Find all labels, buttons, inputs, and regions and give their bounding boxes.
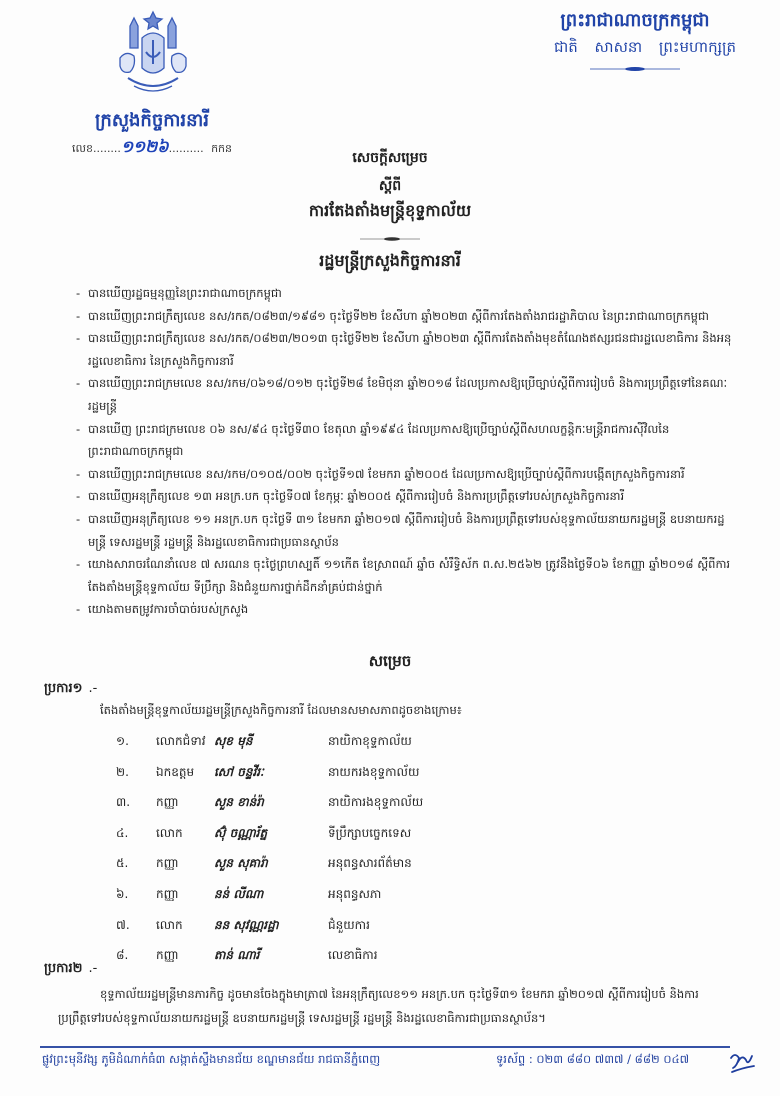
preamble-item: - បានឃើញអនុក្រឹត្យលេខ ១៣ អនក្រ.បក ចុះថ្ងៃទី០៧ ខែកុម្ភៈ ឆ្នាំ២០០៥ ស្ដីពីការរៀបចំ និងការប្រព្រឹត្តទៅរបស់ក្រសួងកិច្ចការនារី bbox=[76, 489, 625, 504]
article-2-heading: ប្រការ២ .- bbox=[44, 961, 98, 976]
phone-label: ទូរស័ព្ទ bbox=[496, 1052, 526, 1066]
preamble-item: - យោងសារាចរណែនាំលេខ ៧ សរណន ចុះថ្ងៃព្រហស្បតិ៍ ១១កើត ខែស្រាពណ៍ ឆ្នាំច សំរឹទ្ធិស័ក ព.ស.២៥៦២ ត្រូវនឹងថ្ងៃទី០៦ ខែកញ្ញា ឆ្នាំ២០១៨ ស្ដីពីការតែងតាំងមន្ត្រីខុទ្ទកាល័យ ទីប្រឹក្សា និងជំនួយការថ្នាក់ដឹកនាំគ្រប់ជាន់ថ្នាក់ bbox=[76, 557, 731, 594]
document-type: សេចក្ដីសម្រេច bbox=[352, 150, 428, 166]
appointee-list bbox=[116, 733, 516, 978]
royal-coat-of-arms-icon bbox=[108, 8, 198, 100]
reference-label: លេខ bbox=[72, 142, 93, 155]
issuer-title: រដ្ឋមន្ត្រីក្រសួងកិច្ចការនារី bbox=[319, 251, 461, 270]
reference-number: ១១២៦ bbox=[120, 137, 169, 156]
article-1-heading: ប្រការ១ .- bbox=[44, 681, 98, 696]
document-about: ស្ដីពី bbox=[378, 178, 402, 194]
motto-nation: ជាតិ bbox=[553, 38, 578, 56]
article-2-body: ខុទ្ទកាល័យរដ្ឋមន្ត្រីមានភារកិច្ច ដូចមានចែងក្នុងមាត្រា៧ នៃអនុក្រឹត្យលេខ១១ អនក្រ.បក ចុះថ្ងៃទី៣១ ខែមករា ឆ្នាំ២០១៧ ស្ដីពីការរៀបចំ និងការប្រព្រឹត្តទៅរបស់ខុទ្ទកាល័យនាយករដ្ឋមន្ត្រី ឧបនាយករដ្ឋមន្ត្រី ទេសរដ្ឋមន្ត្រី រដ្ឋមន្ត្រី និងរដ្ឋលេខាធិការជាប្រធានស្ថាប័ន។ bbox=[58, 987, 699, 1025]
kingdom-title: ព្រះរាជាណាចក្រកម្ពុជា bbox=[560, 10, 710, 31]
appointee-row: ៤. លោក ស៊ុំ ចណ្ណារ័ត្ន ទីប្រឹក្សាបច្ចេកទេស bbox=[116, 825, 412, 840]
ministry-name: ក្រសួងកិច្ចការនារី bbox=[95, 110, 209, 131]
decision-heading: សម្រេច bbox=[368, 652, 412, 670]
motto-religion: សាសនា bbox=[594, 38, 643, 56]
ornament-divider-icon bbox=[590, 66, 680, 72]
handwritten-initials-icon bbox=[728, 1050, 758, 1076]
reference-dots: ........ bbox=[92, 142, 121, 155]
preamble-item: - បានឃើញព្រះរាជក្រមលេខ នស/រកម/០៦១៨/០១២ ចុះថ្ងៃទី២៨ ខែមិថុនា ឆ្នាំ២០១៨ ដែលប្រកាសឱ្យប្រើច្បាប់ស្ដីពីការរៀបចំ និងការប្រព្រឹត្តទៅនៃគណៈរដ្ឋមន្ត្រី bbox=[76, 376, 728, 413]
motto-king: ព្រះមហាក្សត្រ bbox=[658, 38, 737, 56]
article-1-body: តែងតាំងមន្ត្រីខុទ្ទកាល័យរដ្ឋមន្ត្រីក្រសួងកិច្ចការនារី ដែលមានសមាសភាពដូចខាងក្រោម៖ bbox=[100, 703, 462, 717]
preamble-item: - បានឃើញរដ្ឋធម្មនុញ្ញនៃព្រះរាជាណាចក្រកម្ពុជា bbox=[76, 286, 282, 300]
preamble-item: - បានឃើញអនុក្រឹត្យលេខ ១១ អនក្រ.បក ចុះថ្ងៃទី ៣១ ខែមករា ឆ្នាំ២០១៧ ស្ដីពីការរៀបចំ និងការប្រព្រឹត្តទៅរបស់ខុទ្ទកាល័យនាយករដ្ឋមន្ត្រី ឧបនាយករដ្ឋមន្ត្រី ទេសរដ្ឋមន្ត្រី រដ្ឋមន្ត្រី និងរដ្ឋលេខាធិការជាប្រធានស្ថាប័ន bbox=[76, 511, 725, 549]
document-subject: ការតែងតាំងមន្ត្រីខុទ្ទកាល័យ bbox=[308, 201, 472, 220]
appointee-row: ២. ឯកឧត្ដម សៅ ចន្ទវីរៈ នាយករងខុទ្ទកាល័យ bbox=[116, 764, 420, 779]
appointee-row: ៨. កញ្ញា តាន់ ណារី លេខាធិការ bbox=[116, 948, 378, 963]
phone-number: ០២៣ ៨៨០ ៧៣៧ / ៨៨២ ០៤៧ bbox=[536, 1052, 690, 1066]
national-motto bbox=[525, 38, 765, 60]
preamble-item: - យោងតាមតម្រូវការចាំបាច់របស់ក្រសួង bbox=[76, 602, 249, 617]
preamble-item: - បានឃើញព្រះរាជក្រមលេខ នស/រកម/០១០៥/០០២ ចុះថ្ងៃទី១៧ ខែមករា ឆ្នាំ២០០៥ ដែលប្រកាសឱ្យប្រើច្បាប់ស្ដីពីការបង្កើតក្រសួងកិច្ចការនារី bbox=[76, 466, 685, 481]
reference-dots: .......... bbox=[168, 142, 204, 155]
preamble-list bbox=[76, 282, 736, 621]
preamble-item: - បានឃើញព្រះរាជក្រឹត្យលេខ នស/រកត/០៨២៣/១៩៨១ ចុះថ្ងៃទី២២ ខែសីហា ឆ្នាំ២០២៣ ស្ដីពីការតែងតាំងរាជរដ្ឋាភិបាល នៃព្រះរាជាណាចក្រកម្ពុជា bbox=[76, 308, 709, 323]
footer-phone: ទូរស័ព្ទ : ០២៣ ៨៨០ ៧៣៧ / ៨៨២ ០៤៧ bbox=[496, 1052, 690, 1066]
appointee-row: ១. លោកជំទាវ សុខ មុនី នាយិកាខុទ្ទកាល័យ bbox=[116, 734, 412, 748]
appointee-row: ៦. កញ្ញា នន់ លីណា អនុពន្ធសភា bbox=[116, 886, 382, 901]
appointee-row: ៥. កញ្ញា សួន សុគារ៉ា អនុពន្ធសារព័ត៌មាន bbox=[116, 856, 412, 871]
preamble-item: - បានឃើញព្រះរាជក្រឹត្យលេខ នស/រកត/០៨២៣/២០១៣ ចុះថ្ងៃទី២២ ខែសីហា ឆ្នាំ២០២៣ ស្ដីពីការតែងតាំងមុខតំណែងឥស្សរជនជារដ្ឋលេខាធិការ និងអនុរដ្ឋលេខាធិការ នៃក្រសួងកិច្ចការនារី bbox=[76, 331, 732, 368]
appointee-row: ៣. កញ្ញា សួន ខាន់រ៉ា នាយិការងខុទ្ទកាល័យ bbox=[116, 795, 424, 810]
footer-divider bbox=[40, 1046, 730, 1048]
ornament-divider-icon bbox=[360, 236, 420, 242]
preamble-item: - បានឃើញ ព្រះរាជក្រមលេខ ០៦ នស/៩៤ ចុះថ្ងៃទី៣០ ខែតុលា ឆ្នាំ១៩៩៤ ដែលប្រកាសឱ្យប្រើច្បាប់ស្ដីពីសហលក្ខន្តិកៈមន្ត្រីរាជការស៊ីវិលនៃព្រះរាជាណាចក្រកម្ពុជា bbox=[76, 421, 670, 459]
appointee-row: ៧. លោក នន សុវណ្ណរដ្ឋា ជំនួយការ bbox=[116, 917, 370, 932]
footer-address: ផ្លូវព្រះមុនីវង្ស ភូមិដំណាក់ធំ៣ សង្កាត់ស្ទឹងមានជ័យ ខណ្ឌមានជ័យ រាជធានីភ្នំពេញ bbox=[42, 1052, 381, 1066]
reference-suffix: កកន bbox=[211, 142, 233, 155]
